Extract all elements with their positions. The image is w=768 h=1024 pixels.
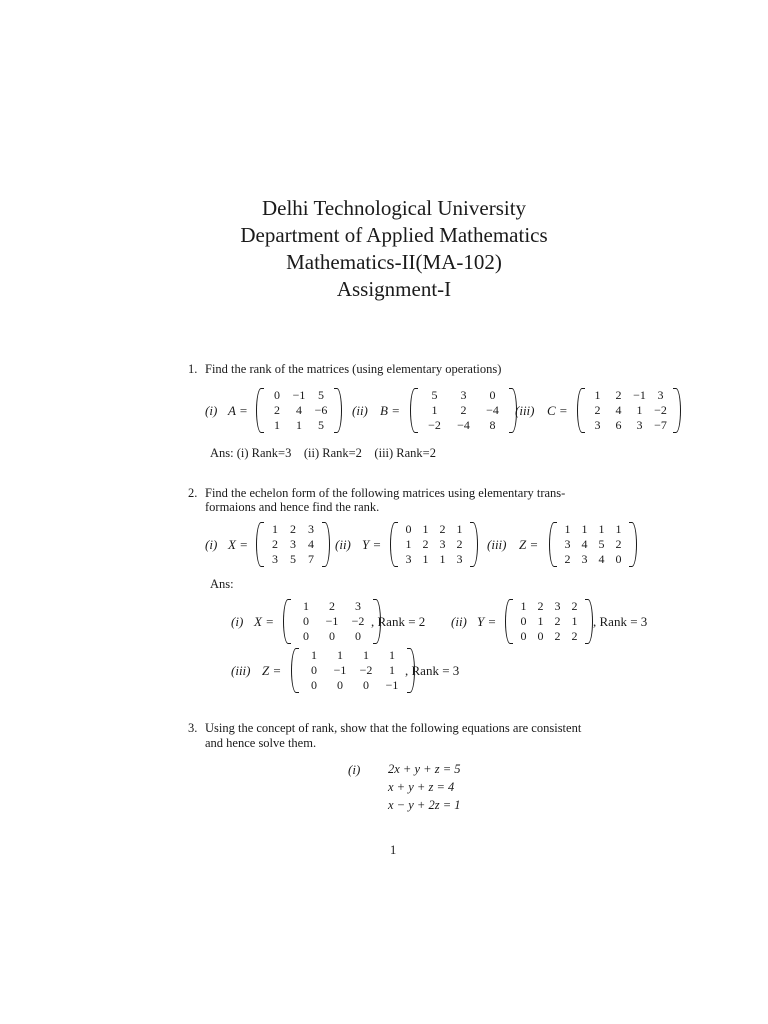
matrix-cell: −2 <box>359 663 373 677</box>
matrix-cell: 1 <box>422 522 429 536</box>
matrix-y <box>390 522 478 567</box>
answer-matrix-y <box>505 599 593 644</box>
matrix-cell: −6 <box>314 403 328 417</box>
matrix-cell: 0 <box>337 678 343 692</box>
q3-number: 3. <box>188 721 198 735</box>
matrix-cell: 0 <box>405 522 412 536</box>
matrix-cell: 1 <box>389 648 395 662</box>
matrix-cell: 7 <box>308 552 314 566</box>
left-paren <box>390 522 398 567</box>
q2-ans-label-ii: (ii) <box>451 614 467 629</box>
matrix-cell: 2 <box>422 537 429 551</box>
matrix-z <box>549 522 637 567</box>
q1-answer: Ans: (i) Rank=3 (ii) Rank=2 (iii) Rank=2 <box>210 446 436 460</box>
matrix-cell: 2 <box>571 599 578 613</box>
q2-ans-rank-x: , Rank = 2 <box>371 614 426 629</box>
course-title: Mathematics-II(MA-102) <box>286 250 502 274</box>
matrix-cell: −1 <box>633 388 646 402</box>
q1-label-ii: (ii) <box>352 403 368 418</box>
university-name: Delhi Technological University <box>261 196 527 220</box>
matrix-cell: 3 <box>460 388 467 402</box>
matrix-cell: 2 <box>272 537 278 551</box>
matrix-cell: 1 <box>311 648 317 662</box>
right-paren <box>470 522 478 567</box>
matrix-cell: 2 <box>460 403 467 417</box>
q1-text: Find the rank of the matrices (using elementary operations) <box>205 362 502 376</box>
matrix-cell: 3 <box>564 537 571 551</box>
q2-ans-rank-y: , Rank = 3 <box>593 614 648 629</box>
matrix-cell: 5 <box>290 552 296 566</box>
q3-equation-1: 2x + y + z = 5 <box>388 762 461 776</box>
matrix-cell: 3 <box>308 522 314 536</box>
matrix-cell: 1 <box>431 403 438 417</box>
matrix-cell: 3 <box>594 418 601 432</box>
q1-label-i: (i) <box>205 403 218 418</box>
matrix-cell: 0 <box>311 678 317 692</box>
matrix-cell: 0 <box>329 629 335 643</box>
left-paren <box>291 648 299 693</box>
q2-ans-name-y: Y = <box>477 614 497 629</box>
matrix-cell: 2 <box>329 599 335 613</box>
matrix-cell: 3 <box>290 537 296 551</box>
left-paren <box>577 388 585 433</box>
matrix-cell: 3 <box>272 552 278 566</box>
matrix-cell: 1 <box>537 614 544 628</box>
q2-label-iii: (iii) <box>487 537 507 552</box>
matrix-cell: 1 <box>363 648 369 662</box>
matrix-cell: −4 <box>457 418 470 432</box>
q3-label: (i) <box>348 762 361 777</box>
matrix-cell: 3 <box>636 418 643 432</box>
matrix-cell: 1 <box>272 522 278 536</box>
matrix-cell: 2 <box>274 403 280 417</box>
matrix-cell: 1 <box>337 648 343 662</box>
matrix-c <box>577 388 681 433</box>
matrix-cell: −1 <box>333 663 347 677</box>
matrix-cell: 3 <box>456 552 463 566</box>
q1-name-c: C = <box>547 403 568 418</box>
matrix-cell: 0 <box>520 629 527 643</box>
matrix-cell: −1 <box>385 678 399 692</box>
matrix-cell: 0 <box>615 552 622 566</box>
q1-name-b: B = <box>380 403 400 418</box>
q3-text-line1: Using the concept of rank, show that the following equations are consistent <box>205 721 582 735</box>
left-paren <box>283 599 291 644</box>
matrix-cell: 1 <box>598 522 605 536</box>
matrix-cell: 2 <box>615 388 622 402</box>
matrix-cell: 2 <box>615 537 622 551</box>
left-paren <box>256 522 264 567</box>
q2-label-i: (i) <box>205 537 218 552</box>
q3-text-line2: and hence solve them. <box>205 736 317 750</box>
q3-equation-2: x + y + z = 4 <box>388 780 455 794</box>
matrix-cell: 0 <box>363 678 369 692</box>
matrix-cell: 1 <box>405 537 412 551</box>
matrix-cell: −7 <box>654 418 667 432</box>
q2-text-line1: Find the echelon form of the following matrices using elementary trans- <box>205 486 566 500</box>
matrix-cell: 1 <box>456 522 463 536</box>
matrix-a <box>256 388 342 433</box>
matrix-cell: 1 <box>615 522 622 536</box>
matrix-cell: 2 <box>554 614 561 628</box>
matrix-cell: 3 <box>657 388 664 402</box>
right-paren <box>334 388 342 433</box>
matrix-cell: −2 <box>654 403 667 417</box>
right-paren <box>585 599 593 644</box>
matrix-cell: 1 <box>520 599 527 613</box>
q2-ans-rank-z: , Rank = 3 <box>405 663 460 678</box>
assignment-title: Assignment-I <box>336 277 452 301</box>
matrix-cell: 2 <box>594 403 601 417</box>
matrix-cell: 2 <box>571 629 578 643</box>
matrix-cell: 1 <box>564 522 571 536</box>
q2-number: 2. <box>188 486 198 500</box>
matrix-cell: 1 <box>581 522 588 536</box>
q2-name-x: X = <box>228 537 248 552</box>
matrix-cell: 0 <box>274 388 280 402</box>
q2-label-ii: (ii) <box>335 537 351 552</box>
matrix-cell: 2 <box>439 522 446 536</box>
matrix-cell: 2 <box>290 522 296 536</box>
matrix-cell: 1 <box>389 663 395 677</box>
matrix-cell: 0 <box>311 663 317 677</box>
q1-label-iii: (iii) <box>515 403 535 418</box>
q2-ans-name-z: Z = <box>262 663 282 678</box>
matrix-cell: 2 <box>537 599 544 613</box>
matrix-cell: 1 <box>439 552 446 566</box>
matrix-cell: 0 <box>303 629 309 643</box>
q2-name-y: Y = <box>362 537 382 552</box>
matrix-cell: 0 <box>355 629 361 643</box>
department-name: Department of Applied Mathematics <box>240 223 548 247</box>
matrix-cell: 2 <box>456 537 463 551</box>
q1-name-a: A = <box>228 403 248 418</box>
q3-equation-3: x − y + 2z = 1 <box>388 798 461 812</box>
left-paren <box>505 599 513 644</box>
matrix-cell: 8 <box>489 418 496 432</box>
matrix-cell: 1 <box>296 418 302 432</box>
q2-text-line2: formaions and hence find the rank. <box>205 500 380 514</box>
matrix-cell: −1 <box>325 614 339 628</box>
matrix-cell: 4 <box>296 403 302 417</box>
matrix-cell: 1 <box>303 599 309 613</box>
matrix-cell: −2 <box>351 614 365 628</box>
matrix-cell: 5 <box>598 537 605 551</box>
left-paren <box>410 388 418 433</box>
matrix-x <box>256 522 330 567</box>
matrix-cell: −4 <box>486 403 499 417</box>
matrix-cell: 2 <box>564 552 571 566</box>
right-paren <box>629 522 637 567</box>
matrix-cell: −2 <box>428 418 441 432</box>
matrix-cell: 3 <box>355 599 361 613</box>
left-paren <box>549 522 557 567</box>
page-number: 1 <box>390 843 397 857</box>
q2-ans-label-i: (i) <box>231 614 244 629</box>
matrix-cell: 4 <box>598 552 605 566</box>
matrix-cell: 1 <box>422 552 429 566</box>
q2-ans-name-x: X = <box>254 614 274 629</box>
matrix-cell: 3 <box>439 537 446 551</box>
matrix-cell: 4 <box>615 403 622 417</box>
matrix-cell: 1 <box>274 418 280 432</box>
matrix-b <box>410 388 517 433</box>
matrix-cell: 1 <box>636 403 643 417</box>
right-paren <box>322 522 330 567</box>
matrix-cell: 3 <box>405 552 412 566</box>
q2-name-z: Z = <box>519 537 539 552</box>
matrix-cell: 1 <box>594 388 601 402</box>
matrix-cell: 6 <box>615 418 622 432</box>
matrix-cell: −1 <box>292 388 306 402</box>
matrix-cell: 5 <box>431 388 438 402</box>
matrix-cell: 1 <box>571 614 578 628</box>
answer-matrix-z <box>291 648 415 693</box>
matrix-cell: 0 <box>489 388 496 402</box>
matrix-cell: 0 <box>537 629 544 643</box>
matrix-cell: 4 <box>308 537 314 551</box>
matrix-cell: 5 <box>318 418 324 432</box>
matrix-cell: 5 <box>318 388 324 402</box>
q1-number: 1. <box>188 362 198 376</box>
q2-ans-label-iii: (iii) <box>231 663 251 678</box>
matrix-cell: 2 <box>554 629 561 643</box>
matrix-cell: 3 <box>581 552 588 566</box>
matrix-cell: 4 <box>581 537 588 551</box>
answer-matrix-x <box>283 599 381 644</box>
matrix-cell: 0 <box>303 614 309 628</box>
matrix-cell: 0 <box>520 614 527 628</box>
matrix-cell: 3 <box>554 599 561 613</box>
q2-ans-label: Ans: <box>210 577 234 591</box>
right-paren <box>673 388 681 433</box>
left-paren <box>256 388 264 433</box>
